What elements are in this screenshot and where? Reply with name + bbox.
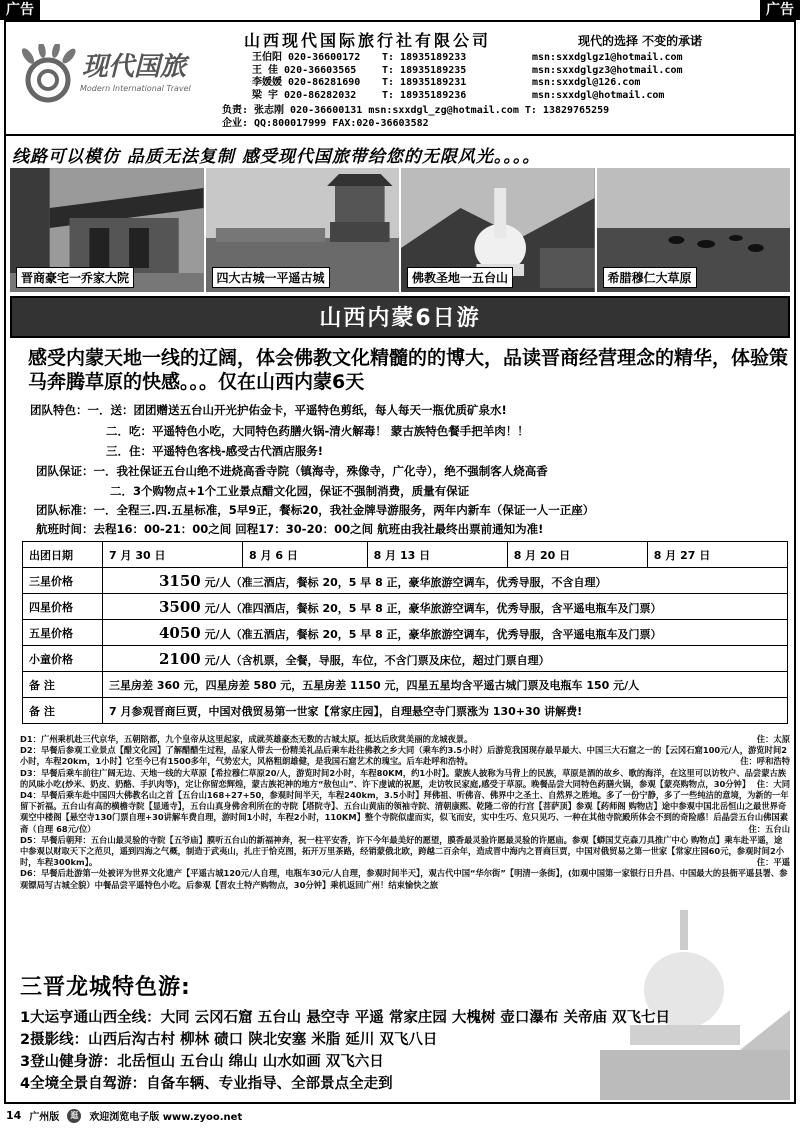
contact-msn: msn:sxxdglgz1@hotmail.com [532, 52, 683, 63]
route-item: 4全境全景自驾游：自备车辆、专业指导、全部景点全走到 [20, 1076, 393, 1092]
price-value: 3500 [159, 597, 201, 616]
price-label: 小童价格 [23, 646, 103, 672]
photo-wutaishan [401, 168, 595, 292]
page-number: 14 [6, 1109, 22, 1122]
contact-name: 王 佳 020-36603565 [252, 64, 357, 76]
ad-label-left: 广告 [0, 0, 40, 20]
tagline: 线路可以模仿 品质无法复制 感受现代国旅带给您的无限风光。。。。 [12, 147, 541, 167]
badge-icon: 逛 [67, 1109, 81, 1123]
price-label: 三星价格 [23, 568, 103, 594]
photo-grassland [597, 168, 791, 292]
manager-info [222, 104, 609, 130]
contact-msn: msn:sxxdgl@126.com [532, 77, 641, 88]
dates-label: 出团日期 [23, 542, 103, 568]
contact-name: 梁 宇 020-86282032 [252, 89, 357, 101]
feature-line: 团队保证：一．我社保证五台山绝不进烧高香寺院（镇海寺，殊像寺，广化寺），绝不强制客人烧高香 [36, 464, 548, 478]
contact-row [252, 65, 772, 78]
feature-line: 团队特色：一．送：团团赠送五台山开光护佑金卡，平遥特色剪纸，每人每天一瓶优质矿泉水! [30, 403, 507, 417]
logo-text: 现代国旅 [82, 52, 187, 82]
itinerary-stay: 住：太原 [756, 734, 790, 744]
itinerary-text: D3：早餐后乘车前往广阔无边、天地一线的大草原【希拉穆仁草原20/人，游览时间2小时，车程80KM，约1小时】。蒙族人披称为马背上的民族，草原是酒的故乡、歌的海洋，在这里可以访牧户、品尝蒙古族的风味小吃(炒米、奶皮、奶酪、手扒肉等)，定让你留恋辉煌，蒙古族祀神的地方“敖包山”、许下虔诚的祝愿，走访牧民家庭,感受于草原。晚餐品尝大同特色药膳火锅，参观【蒙亮购物点，30分钟】 [20, 767, 787, 789]
price-desc: （含机票，全餐，导服，车位，不含门票及床位，超过门票自理） [230, 653, 550, 667]
itinerary-day [20, 790, 790, 835]
feature-line: 团队标准：一．全程三.四.五星标准，5早9正，餐标20，我社金牌导游服务，两年内新车（保证一人一正座） [36, 503, 595, 517]
notes-row [23, 698, 788, 724]
itinerary [20, 734, 790, 891]
price-unit: 元/人 [204, 627, 231, 641]
itinerary-day [20, 835, 790, 869]
dates-row [23, 542, 788, 568]
contact-phone: T: 18935189236 [382, 89, 467, 101]
logo-subtitle: Modern International Travel [80, 84, 191, 93]
footer-website: 欢迎浏览电子版 www.zyoo.net [89, 1112, 243, 1123]
itinerary-text: D4：早餐后乘车赴中国四大佛教名山之首【五台山168+27+50，参观时间半天，车程240km，3.5小时】拜佛祖、听佛音、佛界中之圣土、自然界之胜地。多了一份宁静，多了一些纯洁的意境，为新的一年留下祈福。五台山有高的横檐寺院【显通寺】，五台山真身佛舍利所在的寺院【塔院寺】、五台山黄庙的领袖寺院、清朝康熙、乾隆二帝的行宫【菩萨顶】参观【药师阁 购物店】途中参观中国北岳恒山之最世界奇观空中楼阁【悬空寺130门票自理+30讲解车费自理，游时间1小时，车程2小时，110KM】整个寺院似虚而实，似飞而安，实中生巧、危只见巧、一种在其他寺院殿所体会不到的奇险感！后晶尝五台山佛国素斋（自理 68元/位） [20, 790, 789, 834]
price-unit: 元/人 [204, 575, 231, 589]
contact-phone: T: 18935189231 [382, 77, 467, 88]
price-value: 2100 [159, 649, 201, 668]
route-item: 2摄影线：山西后沟古村 柳林 碛口 陕北安塞 米脂 延川 双飞八日 [20, 1032, 438, 1048]
manager-line: 负责: 张志刚 020-36600131 msn:sxxdgl_zg@hotmail.com T: 13829765259 [222, 105, 610, 116]
itinerary-stay: 住：五台山 [748, 823, 790, 834]
notes-label: 备 注 [23, 698, 103, 724]
itinerary-stay: 住：平遥 [756, 857, 790, 868]
enterprise-line: 企业: QQ:800017999 FAX:020-36603582 [222, 118, 429, 129]
itinerary-stay: 住：呼和浩特 [740, 756, 790, 767]
contact-row [252, 77, 772, 90]
company-name: 山西现代国际旅行社有限公司 [244, 31, 492, 50]
contact-phone: T: 18935189235 [382, 64, 467, 76]
departure-date: 8 月 13 日 [367, 542, 507, 568]
tour-title-banner: 山西内蒙6日游 [10, 296, 790, 338]
itinerary-text: D2：早餐后参观工业景点【醋文化园】了解醋醋生过程，品家人带去一份精美礼品后乘车赴往佛教之乡大同（乘车约3.5小时）后游览我国现存最早最大、中国三大石窟之一的【云冈石窟100元/人，游览时间2小时，车程20km，1小时】它至今已有1500多年，气势宏大，风格粗朗雄健，是我国石窟艺术的瑰宝。后车赴呼和浩特。 [20, 745, 788, 767]
contact-msn: msn:sxxdgl@hotmail.com [532, 89, 665, 101]
header [6, 22, 794, 132]
price-desc: （准三酒店，餐标 20，5 早 8 正，豪华旅游空调车，优秀导服，不含自理） [230, 575, 607, 589]
note-text: 三星房差 360 元，四星房差 580 元，五星房差 1150 元，四星五星均含平遥古城门票及电瓶车 150 元/人 [103, 672, 788, 698]
notes-row [23, 672, 788, 698]
route-item: 3登山健身游：北岳恒山 五台山 绵山 山水如画 双飞六日 [20, 1054, 384, 1070]
notes-label: 备 注 [23, 672, 103, 698]
photo-caption: 佛教圣地一五台山 [407, 267, 513, 288]
contact-row [252, 90, 772, 103]
departure-date: 7 月 30 日 [103, 542, 243, 568]
feature-line: 二．吃：平遥特色小吃，大同特色药膳火锅-清火解毒！ 蒙古族特色餐手把羊肉！！ [106, 424, 529, 438]
price-row [23, 620, 788, 646]
contact-name: 李媛媛 020-86281690 [252, 77, 361, 88]
departure-date: 8 月 6 日 [243, 542, 368, 568]
price-desc: （准四酒店，餐标 20，5 早 8 正，豪华旅游空调车，优秀导服，含平遥电瓶车及门票） [230, 601, 662, 615]
divider [6, 134, 794, 136]
feature-line: 二．3个购物点+1个工业景点醋文化园，保证不强制消费，质量有保证 [110, 484, 470, 498]
price-value: 3150 [159, 571, 201, 590]
price-label: 四星价格 [23, 594, 103, 620]
itinerary-text: D6：早餐后赴游第一处被评为世界文化遗产【平遥古城120元/人自理，电瓶车30元/人自理，参观时间半天】，观古代中国“华尔街”【明清一条街】，(如观中国第一家银行日升昌、中国最大的县衙平遥县署、参观镖局写古城全貌）中餐品尝平遥特色小吃。后参观【晋农土特产购物点，30分钟】乘机返回广州！结束愉快之旅 [20, 868, 788, 890]
itinerary-text: D1：广州乘机赴三代京华，五朝陪都，九个皇帝从这里起家，成就英雄豪杰无数的古城太原。抵达后欣赏美丽的龙城夜景。 [20, 734, 473, 744]
price-row [23, 646, 788, 672]
company-logo [16, 40, 206, 120]
ad-label-right: 广告 [760, 0, 800, 20]
contact-name: 王伯阳 020-36600172 [252, 52, 361, 63]
price-label: 五星价格 [23, 620, 103, 646]
photo-caption: 晋商豪宅一乔家大院 [16, 267, 134, 288]
contact-msn: msn:sxxdglgz3@hotmail.com [532, 64, 683, 76]
photo-strip [10, 168, 790, 292]
photo-caption: 四大古城一平遥古城 [212, 267, 330, 288]
itinerary-text: D5：早餐后朝拜：五台山最灵验的寺院【五爷庙】膜听五台山的新福神奔，祝一柱平安香，许下今年最美好的愿望，膜香最灵验许愿最灵验的许愿庙。参观【蟒国艾克森刀具推广中心 购物点】乘车赴平遥，途中参观以财取天下之范贝，遥到四海之气概，制造于武夷山，扎庄于恰克图，拓开万里茶路，经销蒙俄北欧，跨越二百余年，造成晋中海内之晋商巨贾，中国对俄贸易之第一世家【常家庄园60元，参观时间2小时，车程300km】。 [20, 834, 785, 868]
feature-line: 航班时间：去程16：00-21：00之间 回程17：30-20：00之间 航班由我社最终出票前通知为准! [36, 522, 544, 536]
itinerary-day [20, 868, 790, 890]
itinerary-day [20, 745, 790, 767]
section-title: 三晋龙城特色游: [20, 975, 191, 1000]
price-desc: （准五酒店，餐标 20，5 早 8 正，豪华旅游空调车，优秀导服，含平遥电瓶车及门票） [230, 627, 662, 641]
feature-line: 三．住：平遥特色客栈-感受古代酒店服务! [106, 444, 324, 458]
price-unit: 元/人 [204, 653, 231, 667]
photo-qiao-courtyard [10, 168, 204, 292]
departure-date: 8 月 27 日 [647, 542, 787, 568]
photo-pingyao [206, 168, 400, 292]
contact-list [252, 52, 772, 102]
contact-phone: T: 18935189233 [382, 52, 467, 63]
tour-intro: 感受内蒙天地一线的辽阔，体会佛教文化精髓的的博大，品读晋商经营理念的精华，体验策马奔腾草原的快感。。。仅在山西内蒙6天 [28, 347, 789, 393]
route-item: 1大运亨通山西全线：大同 云冈石窟 五台山 悬空寺 平遥 常家庄园 大槐树 壶口瀑布 关帝庙 双飞七日 [20, 1010, 671, 1026]
price-row [23, 568, 788, 594]
itinerary-stay: 住：大同 [756, 778, 790, 789]
itinerary-day [20, 734, 790, 745]
pagoda-image [600, 900, 790, 1100]
photo-caption: 希腊穆仁大草原 [603, 267, 697, 288]
edition-label: 广州版 [29, 1112, 60, 1123]
company-slogan: 现代的选择 不变的承诺 [578, 34, 703, 48]
departure-date: 8 月 20 日 [507, 542, 647, 568]
price-table [22, 541, 788, 724]
contact-row [252, 52, 772, 65]
footer [6, 1108, 242, 1123]
price-unit: 元/人 [204, 601, 231, 615]
price-value: 4050 [159, 623, 201, 642]
price-row [23, 594, 788, 620]
itinerary-day [20, 768, 790, 790]
swirl-logo-icon [16, 44, 80, 108]
note-text: 7 月参观晋商巨贾，中国对俄贸易第一世家【常家庄园】，自理悬空寺门票涨为 130+30 讲解费! [103, 698, 788, 724]
